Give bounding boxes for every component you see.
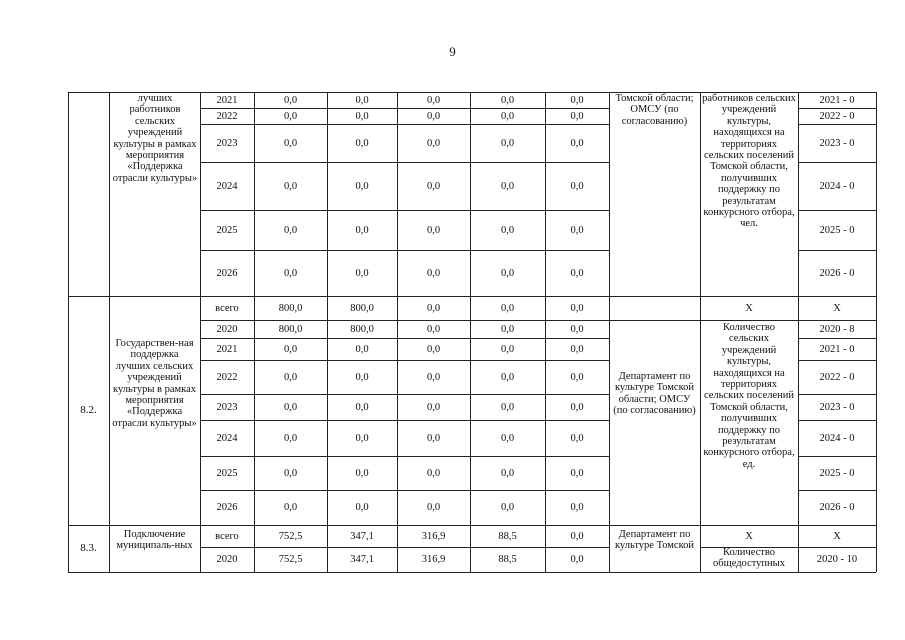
value-cell: 0,0 xyxy=(283,180,298,192)
value-cell: 0,0 xyxy=(283,267,298,279)
value-cell: 0,0 xyxy=(570,371,584,383)
value-cell: 0,0 xyxy=(500,94,515,106)
value-cell: 0,0 xyxy=(570,110,584,122)
value-cell: 0,0 xyxy=(355,432,369,444)
value-cell: 0,0 xyxy=(426,180,441,192)
target-cell: 2021 - 0 xyxy=(819,94,855,106)
value-cell: 0,0 xyxy=(283,137,298,149)
value-cell: 0,0 xyxy=(426,502,441,513)
value-cell: 0,0 xyxy=(426,401,441,413)
measure-name: Подключение муниципаль-ных xyxy=(116,529,193,552)
indicator-cell: Х xyxy=(745,530,753,542)
year-cell: 2026 xyxy=(216,267,238,279)
value-cell: 0,0 xyxy=(283,467,298,479)
year-cell: 2026 xyxy=(216,502,238,513)
value-cell: 0,0 xyxy=(283,224,298,236)
target-cell: Х xyxy=(833,302,841,314)
value-cell: 0,0 xyxy=(355,267,369,279)
value-cell: 0,0 xyxy=(570,137,584,149)
year-cell: всего xyxy=(215,302,239,314)
target-cell: 2022 - 0 xyxy=(819,110,855,122)
indicator-cell: Х xyxy=(745,302,753,314)
value-cell: 0,0 xyxy=(283,502,298,513)
value-cell: 0,0 xyxy=(283,401,298,413)
target-cell: 2026 - 0 xyxy=(819,267,855,279)
target-cell: 2024 - 0 xyxy=(819,432,855,444)
target-cell: 2025 - 0 xyxy=(819,467,855,479)
value-cell: 316,9 xyxy=(421,530,446,542)
value-cell: 0,0 xyxy=(500,110,515,122)
target-cell: 2026 - 0 xyxy=(819,502,855,513)
value-cell: 0,0 xyxy=(355,180,369,192)
year-cell: 2023 xyxy=(216,137,238,149)
value-cell: 0,0 xyxy=(570,180,584,192)
indicator-text: Количество общедоступных xyxy=(713,547,785,570)
value-cell: 0,0 xyxy=(283,371,298,383)
target-cell: 2020 - 10 xyxy=(816,554,858,565)
executor-text: Томской области; ОМСУ (по согласованию) xyxy=(615,93,694,127)
value-cell: 752,5 xyxy=(278,530,303,542)
value-cell: 0,0 xyxy=(570,401,584,413)
target-cell: 2023 - 0 xyxy=(819,137,855,149)
value-cell: 0,0 xyxy=(426,137,441,149)
value-cell: 0,0 xyxy=(426,343,441,355)
year-cell: 2021 xyxy=(216,94,238,106)
value-cell: 0,0 xyxy=(500,401,515,413)
executor-text: Департамент по культуре Томской xyxy=(614,529,695,552)
value-cell: 800,0 xyxy=(350,323,374,335)
value-cell: 0,0 xyxy=(570,94,584,106)
indicator-text: Количество сельских учреждений культуры, находящихся на территориях сельских поселений Томской области, получивших поддержку по результатам конкурсного отбора, ед. xyxy=(703,322,795,470)
year-cell: 2022 xyxy=(216,371,238,383)
value-cell: 0,0 xyxy=(355,110,369,122)
value-cell: 88,5 xyxy=(498,554,517,565)
value-cell: 0,0 xyxy=(426,371,441,383)
value-cell: 0,0 xyxy=(426,302,441,314)
executor-text: Департамент по культуре Томской области; ОМСУ (по согласованию) xyxy=(613,371,696,417)
program-table xyxy=(68,92,876,572)
year-cell: 2021 xyxy=(216,343,238,355)
value-cell: 0,0 xyxy=(500,432,515,444)
value-cell: 0,0 xyxy=(426,224,441,236)
value-cell: 0,0 xyxy=(426,94,441,106)
year-cell: 2024 xyxy=(216,432,238,444)
value-cell: 0,0 xyxy=(355,137,369,149)
value-cell: 0,0 xyxy=(283,110,298,122)
target-cell: Х xyxy=(833,530,841,542)
value-cell: 0,0 xyxy=(570,554,584,565)
value-cell: 0,0 xyxy=(500,302,515,314)
year-cell: 2025 xyxy=(216,467,238,479)
year-cell: 2020 xyxy=(216,323,238,335)
value-cell: 316,9 xyxy=(421,554,446,565)
table-vertical-rule xyxy=(109,92,110,572)
value-cell: 800,0 xyxy=(350,302,374,314)
value-cell: 0,0 xyxy=(283,94,298,106)
value-cell: 347,1 xyxy=(350,554,374,565)
value-cell: 0,0 xyxy=(355,502,369,513)
year-cell: 2022 xyxy=(216,110,238,122)
value-cell: 0,0 xyxy=(570,467,584,479)
value-cell: 0,0 xyxy=(570,502,584,513)
value-cell: 0,0 xyxy=(355,343,369,355)
value-cell: 0,0 xyxy=(500,180,515,192)
value-cell: 0,0 xyxy=(500,343,515,355)
value-cell: 0,0 xyxy=(426,323,441,335)
page-number: 9 xyxy=(449,44,456,59)
value-cell: 0,0 xyxy=(570,432,584,444)
indicator-text: работников сельских учреждений культуры, находящихся на территориях сельских поселений Томской области, получивших поддержку по результатам конкурсного отбора, чел. xyxy=(702,93,796,230)
year-cell: 2020 xyxy=(216,554,238,565)
value-cell: 0,0 xyxy=(500,137,515,149)
value-cell: 0,0 xyxy=(426,467,441,479)
value-cell: 88,5 xyxy=(498,530,517,542)
measure-name: Государствен-ная поддержка лучших сельских учреждений культуры в рамках мероприятия «Поддержка отрасли культуры» xyxy=(112,338,197,429)
value-cell: 752,5 xyxy=(278,554,303,565)
value-cell: 0,0 xyxy=(570,302,584,314)
value-cell: 0,0 xyxy=(426,110,441,122)
value-cell: 0,0 xyxy=(570,267,584,279)
target-cell: 2023 - 0 xyxy=(819,401,855,413)
value-cell: 0,0 xyxy=(283,432,298,444)
target-cell: 2022 - 0 xyxy=(819,371,855,383)
value-cell: 0,0 xyxy=(500,224,515,236)
year-cell: 2024 xyxy=(216,180,238,192)
table-horizontal-rule xyxy=(68,572,876,573)
section-number: 8.2. xyxy=(80,404,97,416)
value-cell: 0,0 xyxy=(355,467,369,479)
value-cell: 0,0 xyxy=(570,323,584,335)
target-cell: 2025 - 0 xyxy=(819,224,855,236)
year-cell: 2025 xyxy=(216,224,238,236)
year-cell: 2023 xyxy=(216,401,238,413)
table-horizontal-rule xyxy=(700,320,798,321)
table-vertical-rule xyxy=(876,92,877,572)
value-cell: 0,0 xyxy=(355,224,369,236)
value-cell: 0,0 xyxy=(426,267,441,279)
year-cell: всего xyxy=(215,530,239,542)
value-cell: 0,0 xyxy=(355,94,369,106)
value-cell: 0,0 xyxy=(355,401,369,413)
table-vertical-rule xyxy=(609,92,610,572)
target-cell: 2020 - 8 xyxy=(819,323,855,335)
value-cell: 800,0 xyxy=(278,323,303,335)
section-number: 8.3. xyxy=(80,542,97,554)
value-cell: 0,0 xyxy=(500,502,515,513)
measure-name: лучших работников сельских учреждений культуры в рамках мероприятия «Поддержка отрасли культуры» xyxy=(112,93,198,184)
value-cell: 0,0 xyxy=(283,343,298,355)
value-cell: 0,0 xyxy=(355,371,369,383)
value-cell: 800,0 xyxy=(278,302,303,314)
value-cell: 0,0 xyxy=(570,343,584,355)
value-cell: 0,0 xyxy=(500,323,515,335)
target-cell: 2021 - 0 xyxy=(819,343,855,355)
value-cell: 0,0 xyxy=(500,371,515,383)
value-cell: 347,1 xyxy=(350,530,374,542)
value-cell: 0,0 xyxy=(500,267,515,279)
value-cell: 0,0 xyxy=(570,530,584,542)
value-cell: 0,0 xyxy=(570,224,584,236)
target-cell: 2024 - 0 xyxy=(819,180,855,192)
value-cell: 0,0 xyxy=(426,432,441,444)
table-vertical-rule xyxy=(700,92,701,572)
value-cell: 0,0 xyxy=(500,467,515,479)
